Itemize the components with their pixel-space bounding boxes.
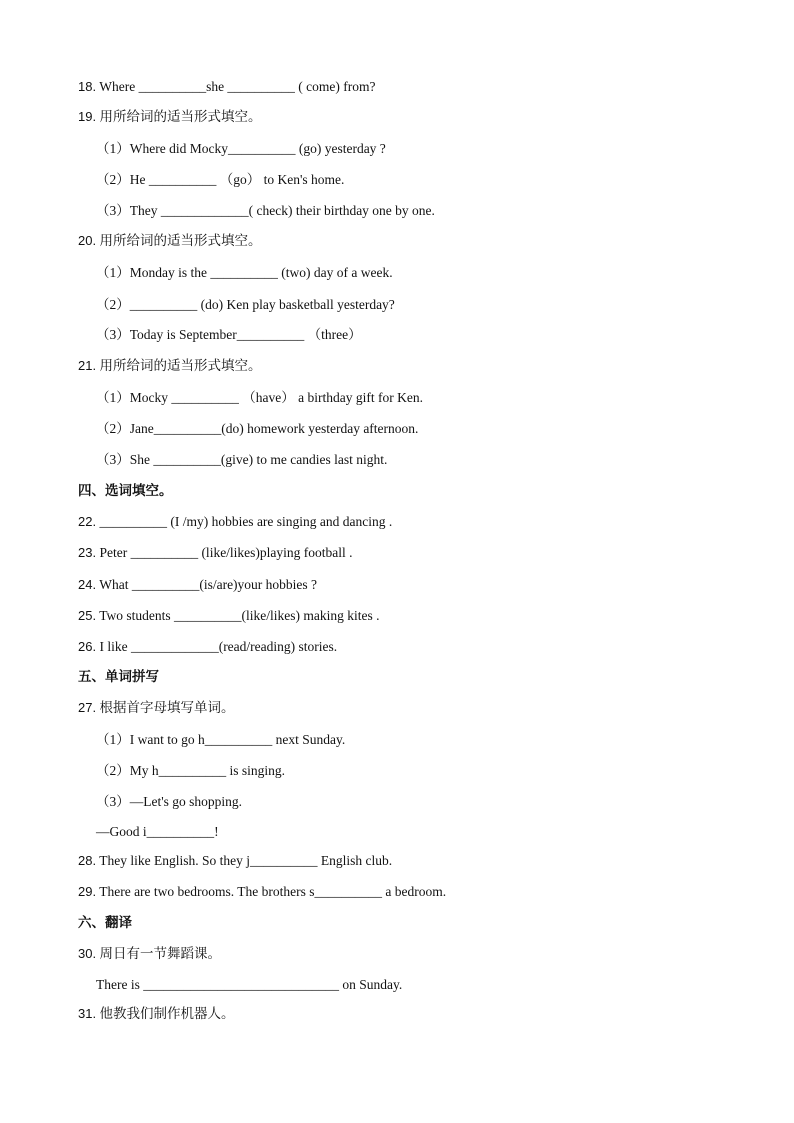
question-instruction: 周日有一节舞蹈课。 <box>99 946 221 962</box>
item-text: （3）She __________(give) to me candies last night. <box>96 452 388 467</box>
question-30 <box>78 945 221 963</box>
question-number: 22. <box>78 514 97 529</box>
question-26 <box>78 638 337 656</box>
question-25 <box>78 607 380 625</box>
item-text: （2）He __________ （go） to Ken's home. <box>96 172 345 187</box>
question-20-item-2 <box>96 296 395 314</box>
item-text: （1）Where did Mocky__________ (go) yesterday ? <box>96 141 386 156</box>
question-31 <box>78 1005 234 1023</box>
question-text: There are two bedrooms. The brothers s__________ a bedroom. <box>99 884 447 899</box>
question-19-item-3 <box>96 202 435 220</box>
question-30-answer-line <box>96 976 402 994</box>
question-18 <box>78 78 376 96</box>
question-21 <box>78 357 261 375</box>
item-text: （3）Today is September__________ （three） <box>96 327 362 342</box>
item-text: （2）My h__________ is singing. <box>96 763 286 778</box>
question-20 <box>78 232 261 250</box>
item-text: （3）They _____________( check) their birthday one by one. <box>96 203 435 218</box>
question-number: 30. <box>78 946 97 961</box>
item-text: （2）Jane__________(do) homework yesterday afternoon. <box>96 421 419 436</box>
question-19-item-1 <box>96 140 386 158</box>
question-28 <box>78 852 392 870</box>
section-heading-5 <box>78 668 159 686</box>
question-number: 21. <box>78 358 97 373</box>
section-title: 六、翻译 <box>78 915 132 931</box>
question-19 <box>78 108 261 126</box>
question-instruction: 用所给词的适当形式填空。 <box>99 233 262 249</box>
question-23 <box>78 544 353 562</box>
item-text: （2）__________ (do) Ken play basketball yesterday? <box>96 297 395 312</box>
question-21-item-2 <box>96 420 418 438</box>
question-number: 18. <box>78 79 97 94</box>
question-instruction: 用所给词的适当形式填空。 <box>99 358 262 374</box>
question-instruction: 他教我们制作机器人。 <box>99 1006 235 1022</box>
question-27 <box>78 699 234 717</box>
question-instruction: 用所给词的适当形式填空。 <box>99 109 262 125</box>
question-number: 26. <box>78 639 97 654</box>
item-text: （3）—Let's go shopping. <box>96 794 243 809</box>
item-text: There is _____________________________ on Sunday. <box>96 977 403 992</box>
question-instruction: 根据首字母填写单词。 <box>99 700 235 716</box>
question-number: 31. <box>78 1006 97 1021</box>
question-20-item-3 <box>96 326 362 344</box>
question-27-item-1 <box>96 731 345 749</box>
question-number: 24. <box>78 577 97 592</box>
question-number: 20. <box>78 233 97 248</box>
question-21-item-1 <box>96 389 423 407</box>
question-22 <box>78 513 392 531</box>
question-number: 27. <box>78 700 97 715</box>
question-20-item-1 <box>96 264 393 282</box>
question-number: 19. <box>78 109 97 124</box>
question-19-item-2 <box>96 171 344 189</box>
question-text: What __________(is/are)your hobbies ? <box>99 577 318 592</box>
question-text: Where __________she __________ ( come) from? <box>99 79 376 94</box>
question-21-item-3 <box>96 451 387 469</box>
question-text: Two students __________(like/likes) making kites . <box>99 608 380 623</box>
question-29 <box>78 883 446 901</box>
section-title: 五、单词拼写 <box>78 669 159 685</box>
section-title: 四、选词填空。 <box>78 483 173 499</box>
question-number: 25. <box>78 608 97 623</box>
question-27-item-3-reply <box>96 823 219 841</box>
question-number: 28. <box>78 853 97 868</box>
item-text: （1）Mocky __________ （have） a birthday gift for Ken. <box>96 390 423 405</box>
item-text: （1）I want to go h__________ next Sunday. <box>96 732 346 747</box>
question-24 <box>78 576 317 594</box>
question-27-item-2 <box>96 762 285 780</box>
question-27-item-3 <box>96 793 242 811</box>
question-number: 23. <box>78 545 97 560</box>
item-text: （1）Monday is the __________ (two) day of a week. <box>96 265 393 280</box>
section-heading-6 <box>78 914 132 932</box>
question-text: I like _____________(read/reading) stories. <box>99 639 338 654</box>
question-number: 29. <box>78 884 97 899</box>
question-text: __________ (I /my) hobbies are singing and dancing . <box>99 514 393 529</box>
question-text: Peter __________ (like/likes)playing football . <box>99 545 353 560</box>
item-text: —Good i__________! <box>96 824 219 839</box>
section-heading-4 <box>78 482 173 500</box>
question-text: They like English. So they j__________ English club. <box>99 853 393 868</box>
